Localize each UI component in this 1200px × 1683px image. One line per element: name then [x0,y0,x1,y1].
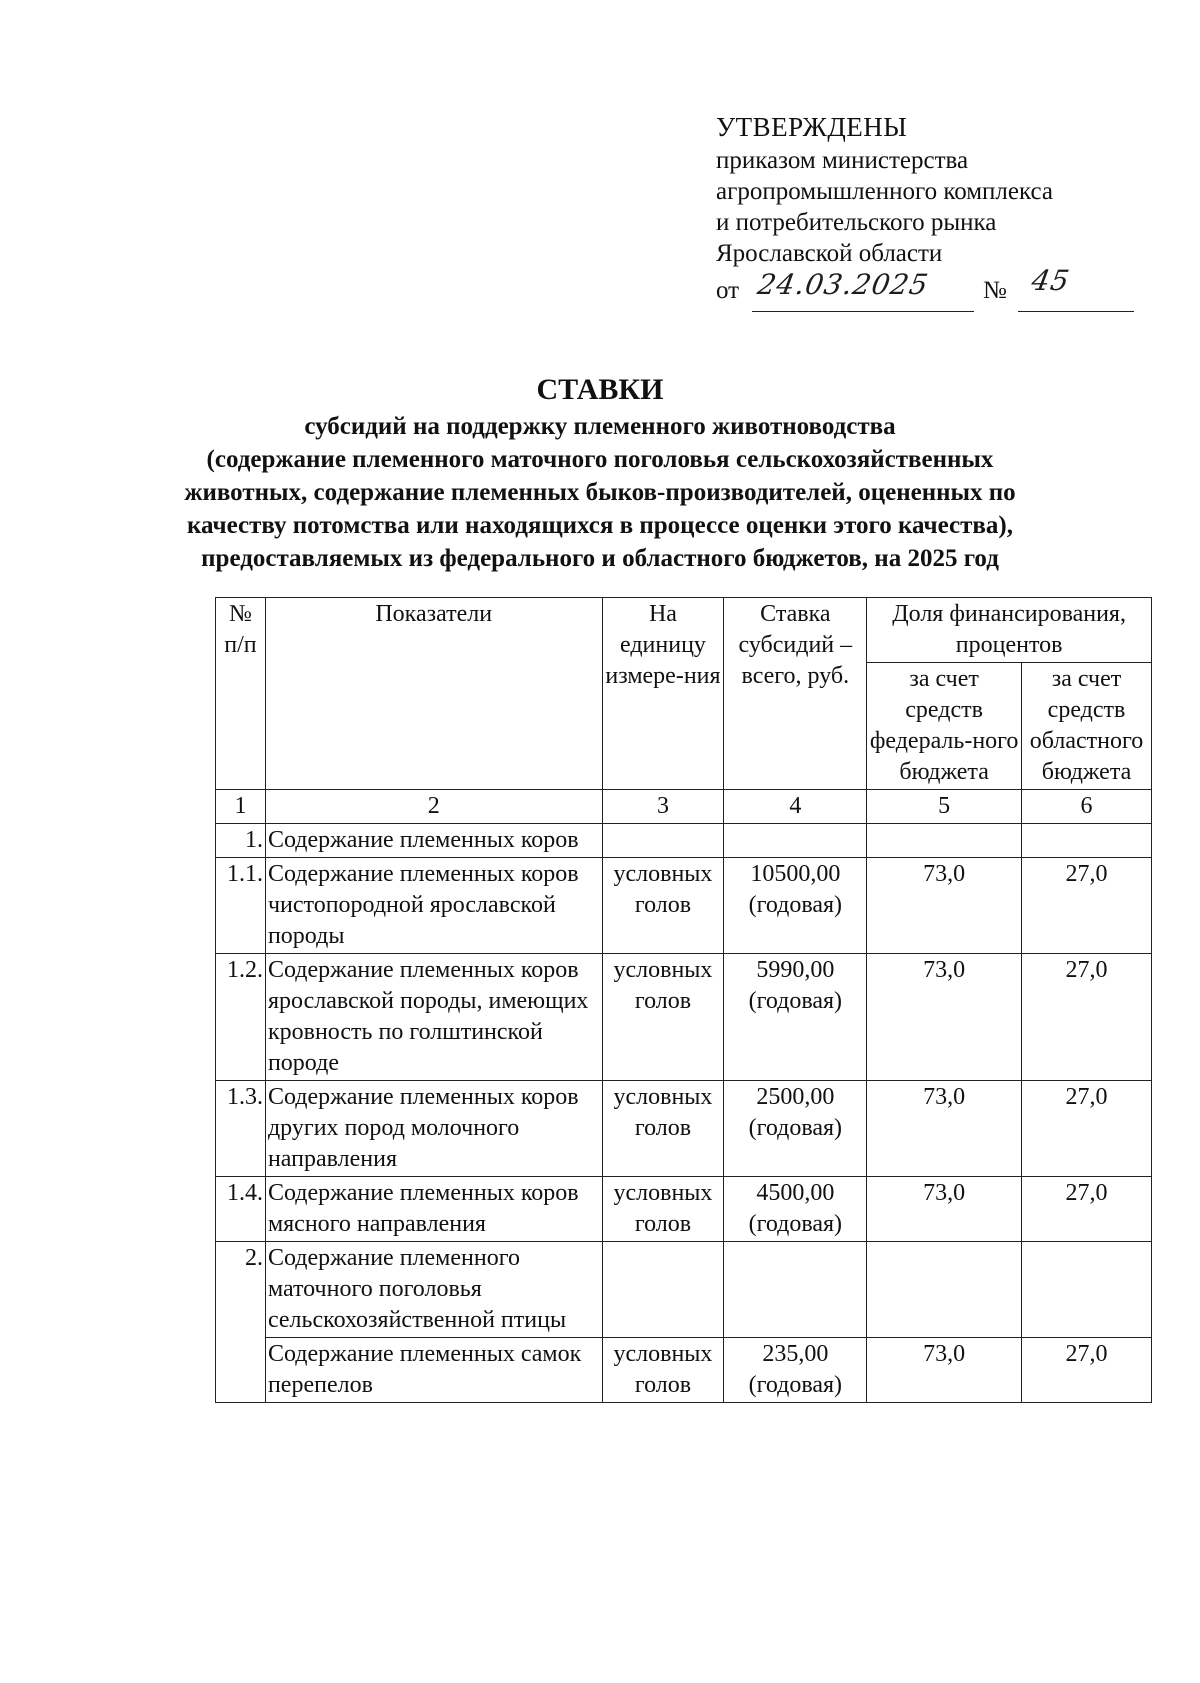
row-number: 1.2. [216,954,266,1081]
row-unit [602,1242,724,1338]
header-regional: за счет средств областного бюджета [1022,663,1152,790]
row-unit: условных голов [602,1177,724,1242]
table-row [216,954,1152,1081]
row-indicator: Содержание племенных самок перепелов [265,1338,602,1403]
column-number-row [216,790,1152,824]
header-indicator: Показатели [265,598,602,790]
table-row [216,1338,1152,1403]
table-row [216,1081,1152,1177]
column-number: 6 [1022,790,1152,824]
row-regional-share: 27,0 [1022,954,1152,1081]
heading-title: СТАВКИ [536,373,664,406]
row-unit: условных голов [602,954,724,1081]
row-unit: условных голов [602,1081,724,1177]
header-share: Доля финансирования, процентов [867,598,1152,663]
row-number: 2. [216,1242,266,1403]
header-federal: за счет средств федераль-ного бюджета [867,663,1022,790]
row-rate: 235,00 (годовая) [724,1338,867,1403]
row-unit: условных голов [602,858,724,954]
row-federal-share: 73,0 [867,858,1022,954]
row-regional-share: 27,0 [1022,1081,1152,1177]
table-row [216,1177,1152,1242]
row-regional-share [1022,1242,1152,1338]
row-rate [724,1242,867,1338]
row-number: 1. [216,824,266,858]
heading-subtitle-line: (содержание племенного маточного поголовья сельскохозяйственных [206,446,994,473]
row-rate [724,824,867,858]
row-federal-share: 73,0 [867,954,1022,1081]
table-row [216,824,1152,858]
row-regional-share: 27,0 [1022,1177,1152,1242]
heading-subtitle-line: животных, содержание племенных быков-производителей, оцененных по [184,479,1016,506]
row-unit: условных голов [602,1338,724,1403]
row-indicator: Содержание племенных коров мясного направления [265,1177,602,1242]
header-rate: Ставка субсидий – всего, руб. [724,598,867,790]
row-federal-share: 73,0 [867,1081,1022,1177]
approval-title: УТВЕРЖДЕНЫ [716,112,908,142]
number-prefix: № [983,277,1007,304]
subsidy-rates-table [215,597,1152,1403]
row-rate: 5990,00 (годовая) [724,954,867,1081]
heading-subtitle-line: качеству потомства или находящихся в процессе оценки этого качества), [186,512,1014,539]
row-number: 1.1. [216,858,266,954]
approval-line: приказом министерства [716,147,969,174]
row-indicator: Содержание племенных коров других пород молочного направления [265,1081,602,1177]
column-number: 4 [724,790,867,824]
row-rate: 2500,00 (годовая) [724,1081,867,1177]
header-unit: На единицу измере-ния [602,598,724,790]
row-indicator: Содержание племенных коров ярославской породы, имеющих кровность по голштинской породе [265,954,602,1081]
date-prefix: от [716,277,740,304]
column-number: 3 [602,790,724,824]
number-underline [1018,311,1134,312]
column-number: 1 [216,790,266,824]
handwritten-number: 45 [1029,264,1073,297]
heading-subtitle-line: предоставляемых из федерального и областного бюджетов, на 2025 год [201,545,999,572]
table-row [216,858,1152,954]
row-indicator: Содержание племенного маточного поголовья сельскохозяйственной птицы [265,1242,602,1338]
row-federal-share [867,1242,1022,1338]
row-federal-share: 73,0 [867,1338,1022,1403]
date-underline [752,311,974,312]
row-number: 1.4. [216,1177,266,1242]
row-rate: 4500,00 (годовая) [724,1177,867,1242]
approval-line: Ярославской области [716,240,943,267]
row-rate: 10500,00 (годовая) [724,858,867,954]
handwritten-date: 24.03.2025 [755,268,932,301]
header-num: № п/п [216,598,266,790]
column-number: 5 [867,790,1022,824]
row-federal-share [867,824,1022,858]
date-number-row [716,264,1156,311]
column-number: 2 [265,790,602,824]
row-number: 1.3. [216,1081,266,1177]
row-federal-share: 73,0 [867,1177,1022,1242]
row-regional-share [1022,824,1152,858]
row-indicator: Содержание племенных коров чистопородной ярославской породы [265,858,602,954]
row-regional-share: 27,0 [1022,858,1152,954]
table-row [216,1242,1152,1338]
row-regional-share: 27,0 [1022,1338,1152,1403]
approval-block [716,112,1156,311]
row-unit [602,824,724,858]
document-heading [0,372,1200,575]
heading-subtitle-line: субсидий на поддержку племенного животноводства [304,413,896,440]
approval-line: агропромышленного комплекса [716,178,1054,205]
approval-line: и потребительского рынка [716,209,997,236]
row-indicator: Содержание племенных коров [265,824,602,858]
